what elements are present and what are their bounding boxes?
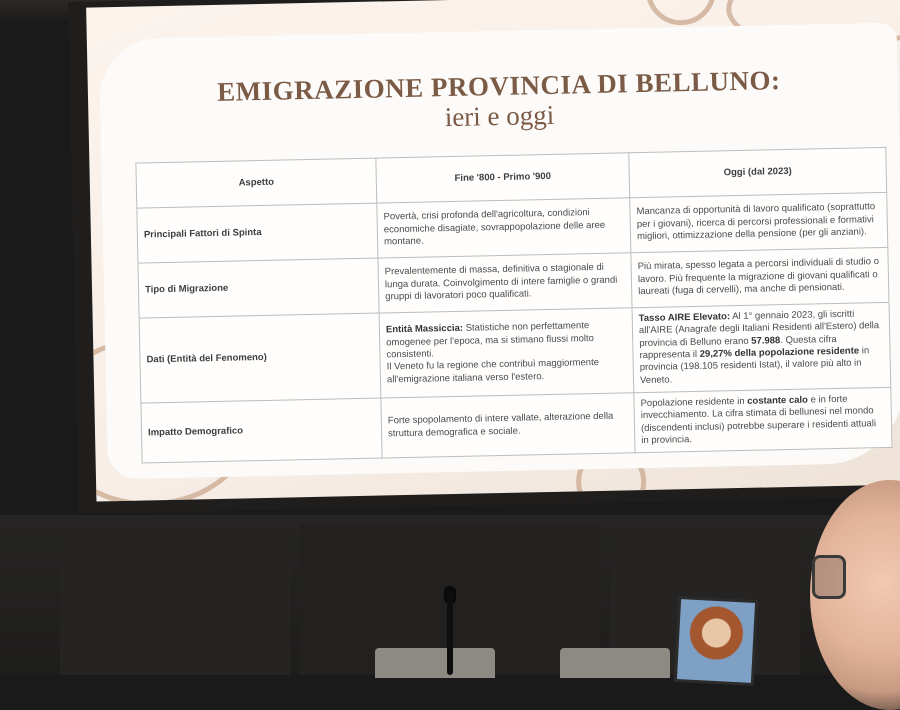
wall-panel (60, 525, 290, 675)
cell-today: Più mirata, spesso legata a percorsi individuali di studio o lavoro. Più frequente la migrazione di giovani qualificati o laureati (fuga di cervelli), ma anche di pensionati. (631, 247, 889, 307)
cell-past: Prevalentemente di massa, definitiva o stagionale di lunga durata. Coinvolgimento di intere famiglie o grandi gruppi di lavoratori poco qualificati. (378, 253, 632, 313)
cell-text: Statistiche non perfettamente omogenee per l'epoca, ma si stimano flussi molto consistenti. (386, 320, 595, 361)
cell-text: . Questa cifra rappresenta il (639, 333, 837, 362)
cell-text: in provincia (198.105 residenti Istat), il valore più alto in Veneto. (639, 345, 870, 386)
slide-subtitle: ieri e oggi (444, 99, 555, 133)
cell-past: Povertà, crisi profonda dell'agricoltura, condizioni economiche disagiate, sovrappopolazione delle aree montane. (377, 198, 631, 258)
portrait-photo (677, 599, 755, 683)
slide-title: EMIGRAZIONE PROVINCIA DI BELLUNO: (216, 65, 781, 107)
chair (560, 648, 670, 678)
glasses-icon (812, 555, 846, 599)
row-aspect: Tipo di Migrazione (138, 258, 379, 318)
bold-value: 57.988 (751, 334, 781, 347)
cell-today (632, 302, 891, 392)
column-header: Oggi (dal 2023) (629, 147, 887, 197)
bold-value: 29,27% della popolazione residente (699, 345, 860, 360)
cell-text: Al 1° gennaio 2023, gli iscritti all'AIRE (Anagrafe degli Italiani Residenti all'Estero) della provincia di Belluno erano (638, 308, 880, 349)
row-aspect: Principali Fattori di Spinta (137, 203, 378, 263)
slide-decoration-swirl (645, 0, 716, 26)
projected-slide (86, 0, 900, 502)
cell-text: e in forte invecchiamento. La cifra stimata di bellunesi nel mondo (discendenti inclusi) potrebbe superare i residenti attuali in provincia. (640, 393, 877, 447)
cell-today: Mancanza di opportunità di lavoro qualificato (soprattutto per i giovani), ricerca di percorsi professionali e formativi migliori, ottimizzazione della pensione (per gli anziani). (630, 192, 888, 252)
cell-text: Popolazione residente in (640, 395, 748, 410)
bold-value: costante calo (747, 394, 809, 407)
cell-past: Forte spopolamento di intere vallate, alterazione della struttura demografica e sociale. (381, 393, 635, 459)
column-header: Aspetto (136, 158, 377, 208)
portrait-photo-frame (674, 596, 758, 686)
row-aspect: Impatto Demografico (141, 398, 382, 463)
row-aspect: Dati (Entità del Fenomeno) (139, 313, 381, 403)
microphone-stand (447, 590, 453, 675)
bold-label: Tasso AIRE Elevato: (638, 311, 731, 325)
table-row (139, 302, 891, 403)
projection-screen-frame (68, 0, 900, 514)
cell-past (379, 308, 634, 398)
bold-label: Entità Massiccia: (385, 322, 464, 336)
cell-today (634, 387, 892, 453)
column-header: Fine '800 - Primo '900 (376, 153, 630, 203)
cell-text: Il Veneto fu la regione che contribuì maggiormente all'emigrazione italiana verso l'estero. (386, 357, 600, 385)
chair (375, 648, 495, 678)
comparison-table (135, 147, 892, 464)
